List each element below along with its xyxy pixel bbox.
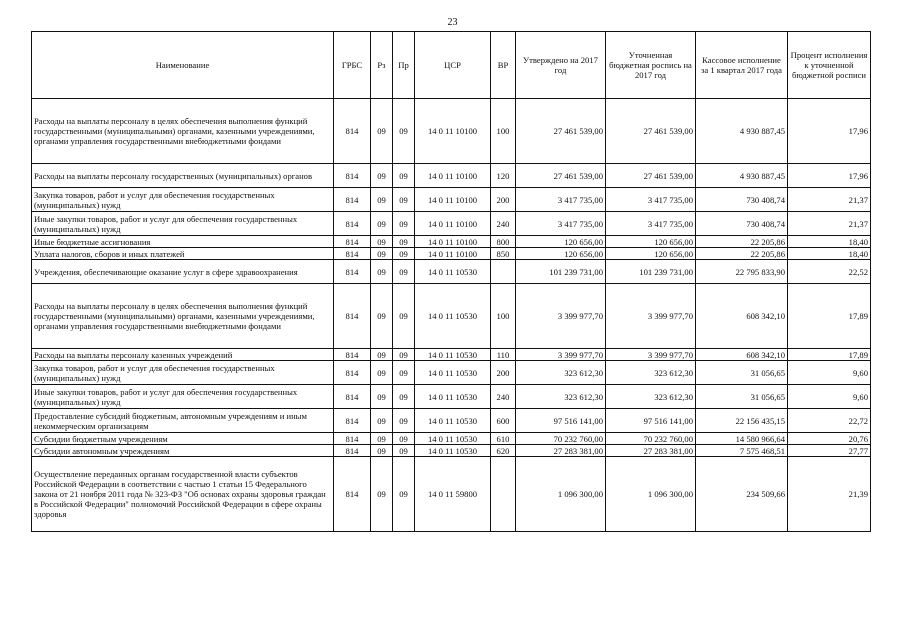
cell-cash-execution: 22 156 435,15: [696, 409, 788, 433]
cell-cash-execution: 7 575 468,51: [696, 445, 788, 457]
cell-refined: 27 461 539,00: [606, 99, 696, 164]
cell-cash-execution: 22 795 833,90: [696, 260, 788, 284]
cell-pr: 09: [393, 385, 415, 409]
cell-pr: 09: [393, 188, 415, 212]
cell-grbs: 814: [334, 260, 371, 284]
budget-execution-table: [31, 31, 871, 532]
header-grbs: ГРБС: [334, 32, 371, 99]
cell-rz: 09: [371, 445, 393, 457]
table-row: [32, 361, 871, 385]
cell-vr: 100: [491, 284, 516, 349]
cell-grbs: 814: [334, 433, 371, 445]
cell-rz: 09: [371, 212, 393, 236]
cell-approved: 27 461 539,00: [516, 99, 606, 164]
header-rz: Рз: [371, 32, 393, 99]
cell-csr: 14 0 11 10530: [415, 385, 491, 409]
cell-name: Расходы на выплаты персоналу в целях обеспечения выполнения функций государственными (муниципальными) органами, казенными учреждениями, органами управления государственными внебюджетными фондами: [32, 99, 334, 164]
cell-refined: 101 239 731,00: [606, 260, 696, 284]
header-approved: Утверждено на 2017 год: [516, 32, 606, 99]
cell-cash-execution: 22 205,86: [696, 248, 788, 260]
cell-csr: 14 0 11 10100: [415, 99, 491, 164]
cell-grbs: 814: [334, 248, 371, 260]
table-row: [32, 349, 871, 361]
cell-csr: 14 0 11 10530: [415, 409, 491, 433]
cell-approved: 1 096 300,00: [516, 457, 606, 532]
cell-percent: 21,37: [788, 188, 871, 212]
cell-percent: 17,89: [788, 349, 871, 361]
cell-refined: 3 417 735,00: [606, 188, 696, 212]
table-row: [32, 188, 871, 212]
cell-rz: 09: [371, 248, 393, 260]
cell-approved: 27 461 539,00: [516, 164, 606, 188]
cell-csr: 14 0 11 10530: [415, 361, 491, 385]
cell-pr: 09: [393, 433, 415, 445]
cell-approved: 323 612,30: [516, 361, 606, 385]
page-number: 23: [447, 17, 458, 28]
cell-cash-execution: 730 408,74: [696, 188, 788, 212]
cell-csr: 14 0 11 10100: [415, 236, 491, 248]
cell-name: Осуществление переданных органам государственной власти субъектов Российской Федерации в соответствии с частью 1 статьи 15 Федерального закона от 21 ноября 2011 года № 323-ФЗ "Об основах охраны здоровья граждан в Российской Федерации" полномочий Российской Федерации в сфере охраны здоровья: [32, 457, 334, 532]
table-row: [32, 248, 871, 260]
cell-rz: 09: [371, 284, 393, 349]
header-pr: Пр: [393, 32, 415, 99]
header-name: Наименование: [32, 32, 334, 99]
cell-vr: 110: [491, 349, 516, 361]
cell-name: Расходы на выплаты персоналу государственных (муниципальных) органов: [32, 164, 334, 188]
cell-refined: 323 612,30: [606, 385, 696, 409]
cell-rz: 09: [371, 99, 393, 164]
cell-approved: 70 232 760,00: [516, 433, 606, 445]
cell-percent: 22,52: [788, 260, 871, 284]
cell-approved: 3 417 735,00: [516, 212, 606, 236]
table-body: [32, 99, 871, 532]
cell-cash-execution: 608 342,10: [696, 349, 788, 361]
cell-percent: 27,77: [788, 445, 871, 457]
cell-csr: 14 0 11 10530: [415, 433, 491, 445]
cell-rz: 09: [371, 361, 393, 385]
cell-vr: 100: [491, 99, 516, 164]
cell-name: Расходы на выплаты персоналу казенных учреждений: [32, 349, 334, 361]
table-row: [32, 212, 871, 236]
header-percent: Процент исполнения к уточненной бюджетной росписи: [788, 32, 871, 99]
cell-refined: 27 461 539,00: [606, 164, 696, 188]
cell-approved: 97 516 141,00: [516, 409, 606, 433]
cell-percent: 20,76: [788, 433, 871, 445]
cell-vr: 610: [491, 433, 516, 445]
cell-csr: 14 0 11 10530: [415, 349, 491, 361]
cell-percent: 22,72: [788, 409, 871, 433]
cell-grbs: 814: [334, 236, 371, 248]
cell-cash-execution: 22 205,86: [696, 236, 788, 248]
cell-refined: 70 232 760,00: [606, 433, 696, 445]
cell-refined: 27 283 381,00: [606, 445, 696, 457]
cell-grbs: 814: [334, 361, 371, 385]
cell-name: Закупка товаров, работ и услуг для обеспечения государственных (муниципальных) нужд: [32, 188, 334, 212]
cell-pr: 09: [393, 445, 415, 457]
cell-rz: 09: [371, 260, 393, 284]
cell-cash-execution: 4 930 887,45: [696, 164, 788, 188]
cell-name: Иные бюджетные ассигнования: [32, 236, 334, 248]
cell-grbs: 814: [334, 164, 371, 188]
cell-percent: 17,96: [788, 99, 871, 164]
cell-rz: 09: [371, 164, 393, 188]
table-row: [32, 260, 871, 284]
cell-pr: 09: [393, 236, 415, 248]
cell-rz: 09: [371, 236, 393, 248]
cell-percent: 21,39: [788, 457, 871, 532]
cell-csr: 14 0 11 10100: [415, 164, 491, 188]
cell-vr: 120: [491, 164, 516, 188]
cell-cash-execution: 730 408,74: [696, 212, 788, 236]
cell-csr: 14 0 11 10100: [415, 248, 491, 260]
header-csr: ЦСР: [415, 32, 491, 99]
cell-grbs: 814: [334, 284, 371, 349]
cell-pr: 09: [393, 99, 415, 164]
cell-percent: 17,89: [788, 284, 871, 349]
cell-name: Предоставление субсидий бюджетным, автономным учреждениям и иным некоммерческим организациям: [32, 409, 334, 433]
cell-vr: 600: [491, 409, 516, 433]
cell-vr: 850: [491, 248, 516, 260]
cell-name: Учреждения, обеспечивающие оказание услуг в сфере здравоохранения: [32, 260, 334, 284]
header-refined: Уточненная бюджетная роспись на 2017 год: [606, 32, 696, 99]
cell-approved: 120 656,00: [516, 236, 606, 248]
cell-approved: 323 612,30: [516, 385, 606, 409]
cell-vr: 200: [491, 188, 516, 212]
cell-grbs: 814: [334, 385, 371, 409]
table-row: [32, 445, 871, 457]
cell-grbs: 814: [334, 445, 371, 457]
cell-cash-execution: 608 342,10: [696, 284, 788, 349]
cell-name: Иные закупки товаров, работ и услуг для обеспечения государственных (муниципальных) нужд: [32, 385, 334, 409]
cell-csr: 14 0 11 59800: [415, 457, 491, 532]
cell-pr: 09: [393, 361, 415, 385]
cell-rz: 09: [371, 349, 393, 361]
cell-percent: 21,37: [788, 212, 871, 236]
cell-name: Субсидии автономным учреждениям: [32, 445, 334, 457]
cell-pr: 09: [393, 212, 415, 236]
cell-csr: 14 0 11 10530: [415, 445, 491, 457]
cell-grbs: 814: [334, 99, 371, 164]
cell-csr: 14 0 11 10530: [415, 284, 491, 349]
cell-cash-execution: 4 930 887,45: [696, 99, 788, 164]
cell-refined: 3 417 735,00: [606, 212, 696, 236]
cell-pr: 09: [393, 164, 415, 188]
cell-percent: 9,60: [788, 361, 871, 385]
header-vr: ВР: [491, 32, 516, 99]
cell-csr: 14 0 11 10530: [415, 260, 491, 284]
cell-grbs: 814: [334, 409, 371, 433]
cell-vr: [491, 260, 516, 284]
cell-cash-execution: 14 580 966,64: [696, 433, 788, 445]
table-row: [32, 457, 871, 532]
cell-pr: 09: [393, 349, 415, 361]
cell-rz: 09: [371, 188, 393, 212]
cell-vr: 240: [491, 212, 516, 236]
cell-percent: 17,96: [788, 164, 871, 188]
cell-csr: 14 0 11 10100: [415, 188, 491, 212]
cell-grbs: 814: [334, 188, 371, 212]
table-row: [32, 164, 871, 188]
table-header-row: [32, 32, 871, 99]
cell-grbs: 814: [334, 212, 371, 236]
cell-approved: 3 399 977,70: [516, 349, 606, 361]
table-row: [32, 236, 871, 248]
cell-vr: [491, 457, 516, 532]
table-row: [32, 433, 871, 445]
table-row: [32, 409, 871, 433]
cell-refined: 323 612,30: [606, 361, 696, 385]
cell-approved: 27 283 381,00: [516, 445, 606, 457]
cell-grbs: 814: [334, 457, 371, 532]
cell-rz: 09: [371, 457, 393, 532]
cell-csr: 14 0 11 10100: [415, 212, 491, 236]
cell-approved: 120 656,00: [516, 248, 606, 260]
cell-pr: 09: [393, 260, 415, 284]
cell-rz: 09: [371, 433, 393, 445]
cell-approved: 3 417 735,00: [516, 188, 606, 212]
cell-percent: 18,40: [788, 236, 871, 248]
cell-name: Уплата налогов, сборов и иных платежей: [32, 248, 334, 260]
cell-percent: 18,40: [788, 248, 871, 260]
header-cash-execution: Кассовое исполнение за 1 квартал 2017 года: [696, 32, 788, 99]
cell-vr: 240: [491, 385, 516, 409]
cell-pr: 09: [393, 457, 415, 532]
table-row: [32, 284, 871, 349]
cell-vr: 200: [491, 361, 516, 385]
cell-name: Закупка товаров, работ и услуг для обеспечения государственных (муниципальных) нужд: [32, 361, 334, 385]
cell-pr: 09: [393, 248, 415, 260]
table-row: [32, 99, 871, 164]
cell-vr: 800: [491, 236, 516, 248]
cell-refined: 3 399 977,70: [606, 284, 696, 349]
cell-name: Иные закупки товаров, работ и услуг для обеспечения государственных (муниципальных) нужд: [32, 212, 334, 236]
cell-approved: 101 239 731,00: [516, 260, 606, 284]
cell-percent: 9,60: [788, 385, 871, 409]
cell-name: Расходы на выплаты персоналу в целях обеспечения выполнения функций государственными (муниципальными) органами, казенными учреждениями, органами управления государственными внебюджетными фондами: [32, 284, 334, 349]
cell-refined: 97 516 141,00: [606, 409, 696, 433]
cell-vr: 620: [491, 445, 516, 457]
cell-refined: 1 096 300,00: [606, 457, 696, 532]
cell-cash-execution: 234 509,66: [696, 457, 788, 532]
cell-rz: 09: [371, 409, 393, 433]
cell-pr: 09: [393, 284, 415, 349]
cell-pr: 09: [393, 409, 415, 433]
cell-grbs: 814: [334, 349, 371, 361]
cell-refined: 120 656,00: [606, 236, 696, 248]
cell-name: Субсидии бюджетным учреждениям: [32, 433, 334, 445]
cell-refined: 3 399 977,70: [606, 349, 696, 361]
cell-rz: 09: [371, 385, 393, 409]
cell-cash-execution: 31 056,65: [696, 385, 788, 409]
cell-approved: 3 399 977,70: [516, 284, 606, 349]
cell-cash-execution: 31 056,65: [696, 361, 788, 385]
cell-refined: 120 656,00: [606, 248, 696, 260]
table-row: [32, 385, 871, 409]
